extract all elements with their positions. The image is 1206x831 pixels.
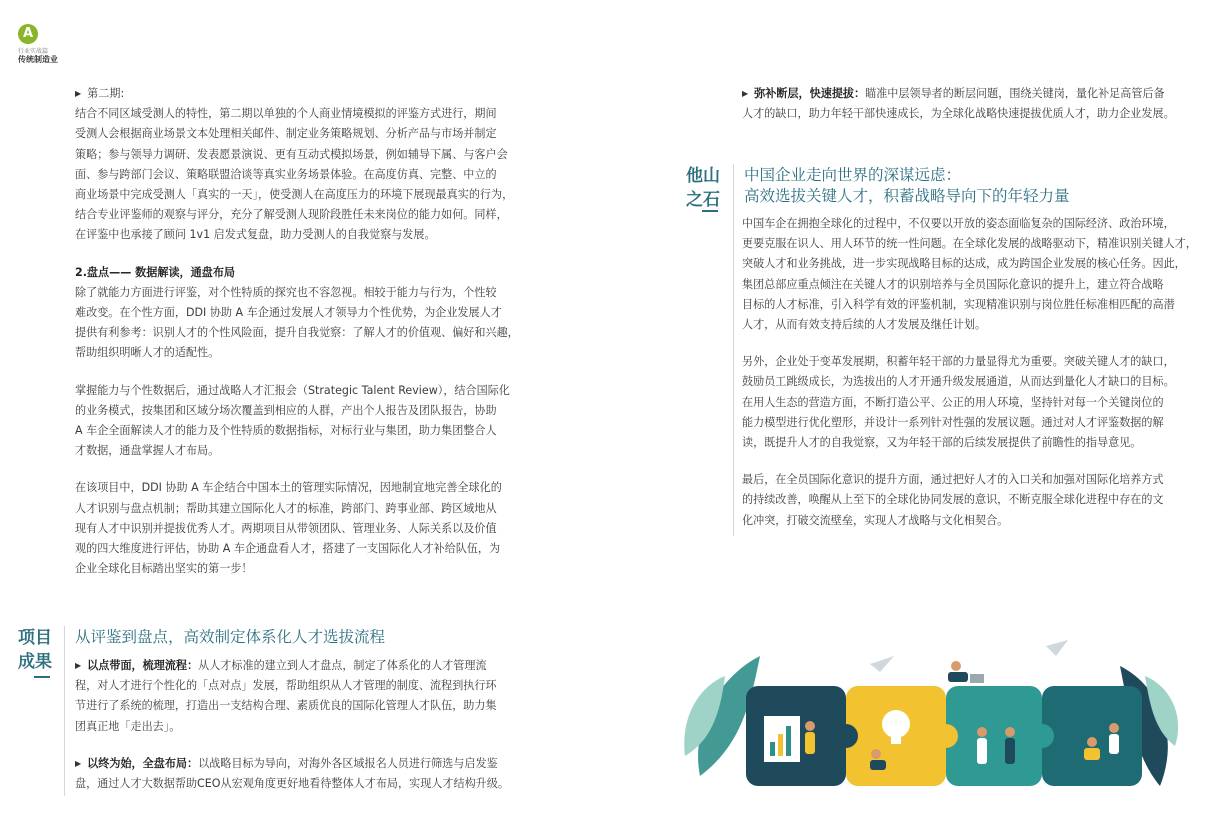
text-line: 化冲突，打破交流壁垒，实现人才战略与文化相契合。 (742, 513, 1009, 527)
triangle-bullet-icon: ▶ (75, 89, 82, 98)
text-line: 人才识别与盘点机制；帮助其建立国际化人才的标准，跨部门、跨事业部、跨区域地从 (75, 501, 497, 515)
results-label-underline (34, 676, 50, 678)
text-line: 更要克服在识人、用人环节的统一性问题。在全球化发展的战略驱动下，精准识别关键人才， (742, 237, 1197, 251)
text-line: 程，对人才进行个性化的「点对点」发展，帮助组织从人才管理的制度、流程到执行环 (75, 679, 497, 693)
text-line: 突破人才和业务挑战，进一步实现战略目标的达成，成为跨国企业发展的核心任务。因此， (742, 257, 1186, 271)
section-title: 2.盘点—— 数据解读，通盘布局 (75, 265, 236, 279)
text-line: 中国车企在拥抱全球化的过程中，不仅要以开放的姿态面临复杂的国际经济、政治环境， (742, 217, 1175, 230)
lightbulb-icon (882, 710, 910, 738)
text-line: 除了就能力方面进行评鉴，对个性特质的探究也不容忽视。相较于能力与行为，个性较 (75, 285, 497, 299)
text-line: 现有人才中识别并提拔优秀人才。两期项目从带领团队、管理业务、人际关系以及价值 (75, 521, 497, 535)
brand-category: 行业实战篇 (18, 48, 49, 55)
left-body (75, 84, 519, 579)
text-line: 目标的人才标准，引入科学有效的评鉴机制，实现精准识别与岗位胜任标准相匹配的高潜 (742, 297, 1175, 311)
results-label: 项目 成果 (18, 628, 52, 672)
result-2-lead-line: ▶ 以终为始，全盘布局：以战略目标为导向，对海外各区域报名人员进行筛选与启发鉴 (75, 756, 498, 770)
laptop-icon (970, 674, 984, 683)
person-icon (1005, 727, 1015, 737)
text-line: 难改变。在个性方面，DDI 协助 A 车企通过发展人才领导力个性优势，为企业发展人才 (75, 306, 502, 320)
puzzle-piece-dark-teal (1042, 686, 1142, 786)
text-line: 人才，从而有效支持后续的人才发展及继任计划。 (742, 318, 987, 332)
person-icon (977, 727, 987, 737)
results-body (75, 656, 509, 794)
text-line: 最后，在全员国际化意识的提升方面，通过把好人才的入口关和加强对国际化培养方式 (742, 473, 1164, 487)
puzzle-teamwork-illustration (680, 636, 1180, 796)
paper-plane-icon (1046, 640, 1068, 656)
result-1-lead-line: ▶ 以点带面，梳理流程：从人才标准的建立到人才盘点，制定了体系化的人才管理流 (75, 659, 487, 672)
text-line: 人才的缺口，助力年轻干部快速成长，为全球化战略快速提拔优质人才，助力企业发展。 (742, 107, 1175, 121)
text-line: 的业务模式，按集团和区域分场次覆盖到相应的人群，产出个人报告及团队报告，协助 (75, 403, 497, 417)
text-line: 团真正地「走出去」。 (75, 719, 181, 733)
case-label-underline (702, 210, 718, 212)
text-line: 节进行了系统的梳理，打造出一支结构合理、素质优良的国际化管理人才队伍，助力集 (75, 699, 497, 713)
person-icon (951, 661, 961, 671)
person-icon (805, 721, 815, 731)
text-line: 结合专业评鉴师的观察与评分，充分了解受测人现阶段胜任未来岗位的能力如何。同样， (75, 208, 508, 222)
text-line: 结合不同区域受测人的特性，第二期以单独的个人商业情境模拟的评鉴方式进行，期间 (75, 107, 497, 121)
right-top-body (742, 84, 1175, 124)
triangle-bullet-icon: ▶ (742, 89, 749, 98)
text-line: 受测人会根据商业场景文本处理相关邮件、制定业务策略规划、分析产品与市场并制定 (75, 127, 497, 141)
case-divider (733, 164, 734, 536)
case-label: 他山 之石 (686, 166, 720, 210)
text-line: 企业全球化目标踏出坚实的第一步！ (75, 562, 253, 576)
results-heading: 从评鉴到盘点，高效制定体系化人才选拔流程 (75, 628, 386, 646)
text-line: 在该项目中，DDI 协助 A 车企结合中国本土的管理实际情况，因地制宜地完善全球化的 (75, 481, 502, 495)
paper-plane-icon (870, 656, 894, 672)
results-divider (64, 626, 65, 796)
text-line: 能力模型进行优化塑形，并设计一系列针对性强的发展议题。通过对人才评鉴数据的解 (742, 415, 1164, 429)
text-line: 观的四大维度进行评估，协助 A 车企通盘看人才，搭建了一支国际化人才补给队伍，为 (75, 542, 501, 556)
person-icon (1087, 737, 1097, 747)
triangle-bullet-icon: ▶ (75, 758, 82, 768)
person-icon (871, 749, 881, 759)
text-line: 的持续改善，唤醒从上至下的全球化协同发展的意识，不断克服全球化进程中存在的文 (742, 493, 1164, 507)
text-line: 另外，企业处于变革发展期，积蓄年轻干部的力量显得尤为重要。突破关键人才的缺口， (742, 355, 1175, 369)
brand-name: 传统制造业 (18, 55, 58, 64)
text-line: 才数据，通盘掌握人才布局。 (75, 444, 220, 458)
triangle-bullet-icon: ▶ (75, 661, 82, 670)
text-line: 帮助组织明晰人才的适配性。 (75, 346, 220, 360)
text-line: 提供有利参考：识别人才的个性风险面，提升自我觉察：了解人才的价值观、偏好和兴趣， (75, 326, 519, 340)
case-heading: 中国企业走向世界的深谋远虑： 高效选拔关键人才，积蓄战略导向下的年轻力量 (744, 166, 1070, 205)
text-line: 商业场景中完成受测人「真实的一天」，使受测人在高度压力的环境下展现最真实的行为， (75, 188, 514, 202)
text-line: 集团总部应重点倾注在关键人才的识别培养与全员国际化意识的提升上，建立符合战略 (742, 277, 1164, 291)
case-body (742, 214, 1197, 531)
text-line: 在评鉴中也承接了顾问 1v1 启发式复盘，助力受测人的自我觉察与发展。 (75, 228, 436, 242)
person-icon (1109, 723, 1119, 733)
text-line: 鼓励员工跳级成长，为选拔出的人才开通升级发展通道，从而达到量化人才缺口的目标。 (742, 375, 1175, 389)
text-line: A 车企全面解读人才的能力及个性特质的数据指标，对标行业与集团，助力集团整合人 (75, 424, 497, 438)
phase2-title: ▶ 第二期: (75, 87, 125, 100)
text-line: 掌握能力与个性数据后，通过战略人才汇报会（Strategic Talent Review），结合国际化 (75, 383, 510, 397)
text-line: 面、参与跨部门会议、策略联盟洽谈等真实业务场景体验。在高度仿真、完整、中立的 (75, 167, 497, 181)
brand-badge: A (18, 24, 38, 44)
text-line: 在用人生态的营造方面，不断打造公平、公正的用人环境，坚持针对每一个关键岗位的 (742, 395, 1164, 409)
text-line: 读，既提升人才的自我觉察，又为年轻干部的后续发展提供了前瞻性的指导意见。 (742, 436, 1142, 450)
text-line: 盘，通过人才大数据帮助CEO从宏观角度更好地看待整体人才布局，实现人才结构升级。 (75, 777, 509, 791)
text-line: 策略；参与领导力调研、发表愿景演说、更有互动式模拟场景，例如辅导下属、与客户会 (75, 147, 508, 161)
puzzle-piece-teal (946, 686, 1042, 786)
result-3-lead-line: ▶ 弥补断层，快速提拔：瞄准中层领导者的断层问题，围绕关键岗，量化补足高管后备 (742, 87, 1165, 100)
